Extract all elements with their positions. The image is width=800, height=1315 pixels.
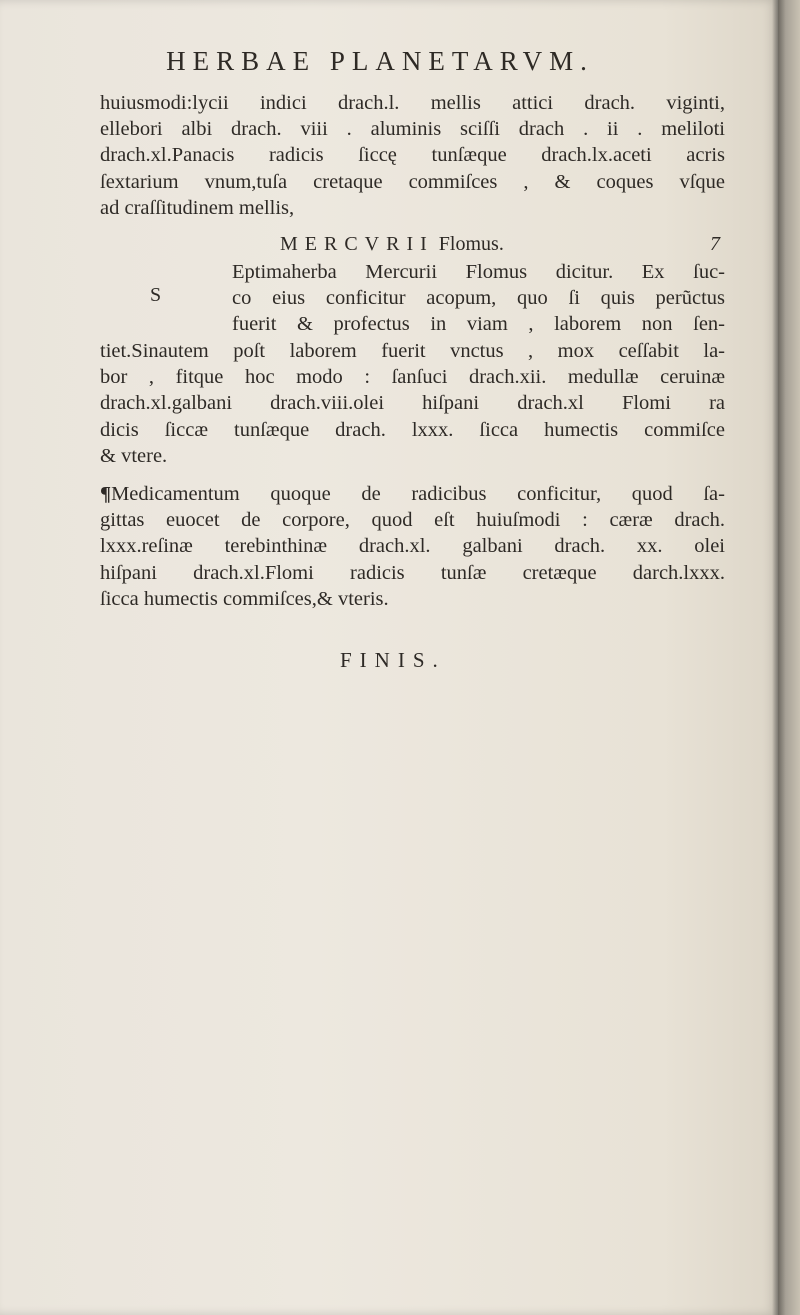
section-herb-name: Flomus. — [438, 233, 504, 255]
text-line: tiet.Sinautem poſt laborem fuerit vnctus , mox ceſſabit la- — [100, 340, 725, 362]
text-line: Eptimaherba Mercurii Flomus dicitur. Ex ſuc- — [232, 261, 725, 283]
book-edge — [778, 0, 800, 1315]
text-line: & vtere. — [100, 444, 168, 467]
text-line: ſextarium vnum,tuſa cretaque commiſces , & coques vſque — [100, 170, 725, 193]
text-line: ſicca humectis commiſces,& vteris. — [100, 587, 389, 610]
text-line: fuerit & profectus in viam , laborem non ſen- — [232, 313, 725, 336]
paragraph-recipe-continuation — [100, 90, 725, 221]
text-line — [100, 481, 725, 507]
text-line: co eius conficitur acopum, quo ſi quis perũctus — [232, 287, 725, 310]
initial-letter: S — [150, 284, 162, 306]
text-line: bor , fitque hoc modo : ſanſuci drach.xii. medullæ ceruinæ — [100, 366, 725, 389]
text-line: dicis ſiccæ tunſæque drach. lxxx. ſicca humectis commiſce — [100, 418, 725, 441]
text-line: gittas euocet de corpore, quod eſt huiuſmodi : cæræ drach. — [100, 509, 725, 532]
paragraph-medicamentum — [100, 481, 725, 612]
text-line: lxxx.reſinæ terebinthinæ drach.xl. galbani drach. xx. olei — [100, 535, 725, 558]
text-line: ellebori albi drach. viii . aluminis sciſſi drach . ii . meliloti — [100, 118, 725, 141]
paragraph-indented-opening — [232, 259, 725, 338]
text-line: ad craſſitudinem mellis, — [100, 196, 295, 219]
section-planet-name: MERCVRII — [280, 233, 434, 255]
text-line: drach.xl.Panacis radicis ſiccę tunſæque drach.lx.aceti acris — [100, 144, 725, 167]
text-line: drach.xl.galbani drach.viii.olei hiſpani drach.xl Flomi ra — [100, 392, 725, 415]
pilcrow-mark: ¶ — [100, 483, 112, 505]
section-number: 7 — [710, 233, 720, 255]
text-line-content: Medicamentum quoque de radicibus conficitur, quod ſa- — [111, 483, 725, 505]
text-line: huiusmodi:lycii indici drach.l. mellis attici drach. viginti, — [100, 92, 725, 114]
text-line: hiſpani drach.xl.Flomi radicis tunſæ cretæque darch.lxxx. — [100, 561, 725, 584]
section-heading — [280, 233, 720, 256]
finis-colophon: FINIS. — [340, 648, 446, 672]
paragraph-flomus-recipe — [100, 338, 725, 469]
running-title: HERBAE PLANETARVM. — [166, 46, 594, 76]
